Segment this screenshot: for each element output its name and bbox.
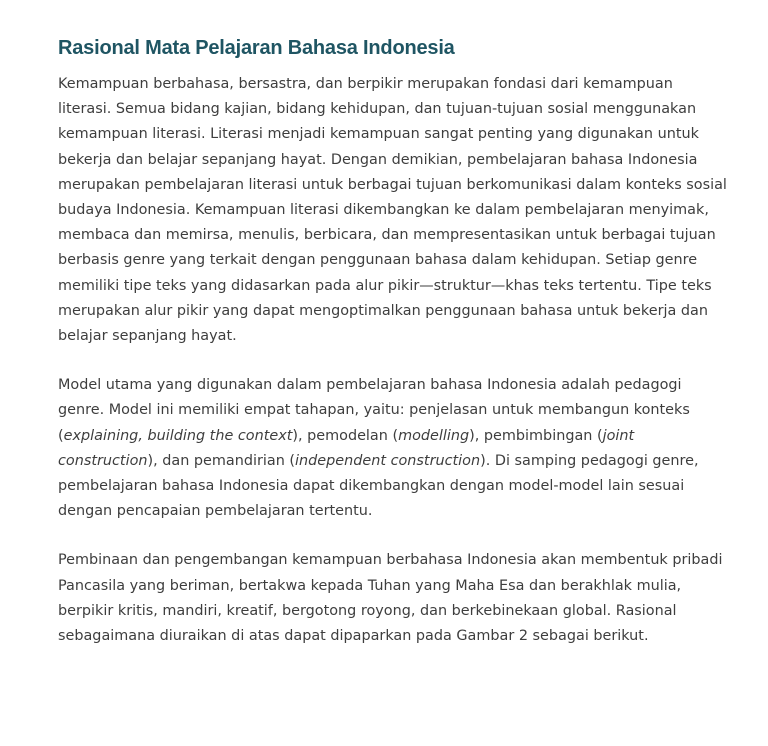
- paragraph-text-segment: Model utama yang digunakan dalam pembelajaran bahasa Indonesia adalah pedagogi genre. Model ini memiliki empat tahapan, yaitu: penjelasan untuk membangun konteks (: [58, 377, 690, 444]
- paragraph-pedagogy-model: [58, 373, 728, 524]
- term-joint-construction: joint construction: [58, 427, 635, 469]
- paragraph-text-segment: ), dan pemandirian (: [147, 452, 296, 469]
- paragraph-text-segment: ), pembimbingan (: [469, 427, 603, 444]
- term-modelling: modelling: [398, 427, 470, 444]
- section-title: Rasional Mata Pelajaran Bahasa Indonesia: [58, 37, 455, 59]
- paragraph-text-segment: ). Di samping pedagogi genre, pembelajaran bahasa Indonesia dapat dikembangkan dengan model-model lain sesuai dengan pencapaian pembelajaran tertentu.: [58, 452, 699, 520]
- paragraph-rationale: Kemampuan berbahasa, bersastra, dan berpikir merupakan fondasi dari kemampuan literasi. Semua bidang kajian, bidang kehidupan, dan tujuan-tujuan sosial menggunakan kemampuan literasi. Literasi menjadi kemampuan sangat penting yang digunakan untuk bekerja dan belajar sepanjang hayat. Dengan demikian, pembelajaran bahasa Indonesia merupakan pembelajaran literasi untuk berbagai tujuan berkomunikasi dalam konteks sosial budaya Indonesia. Kemampuan literasi dikembangkan ke dalam pembelajaran menyimak, membaca dan memirsa, menulis, berbicara, dan mempresentasikan untuk berbagai tujuan berbasis genre yang terkait dengan penggunaan bahasa dalam kehidupan. Setiap genre memiliki tipe teks yang didasarkan pada alur pikir—struktur—khas teks tertentu. Tipe teks merupakan alur pikir yang dapat mengoptimalkan penggunaan bahasa untuk bekerja dan belajar sepanjang hayat.: [58, 76, 727, 345]
- term-independent-construction: independent construction: [295, 452, 481, 469]
- term-explaining: explaining, building the context: [63, 427, 293, 444]
- document-page: [58, 34, 728, 673]
- paragraph-character-building: Pembinaan dan pengembangan kemampuan berbahasa Indonesia akan membentuk pribadi Pancasila yang beriman, bertakwa kepada Tuhan yang Maha Esa dan berakhlak mulia, berpikir kritis, mandiri, kreatif, bergotong royong, dan berkebinekaan global. Rasional sebagaimana diuraikan di atas dapat dipaparkan pada Gambar 2 sebagai berikut.: [58, 552, 723, 645]
- paragraph-text-segment: ), pemodelan (: [292, 427, 399, 444]
